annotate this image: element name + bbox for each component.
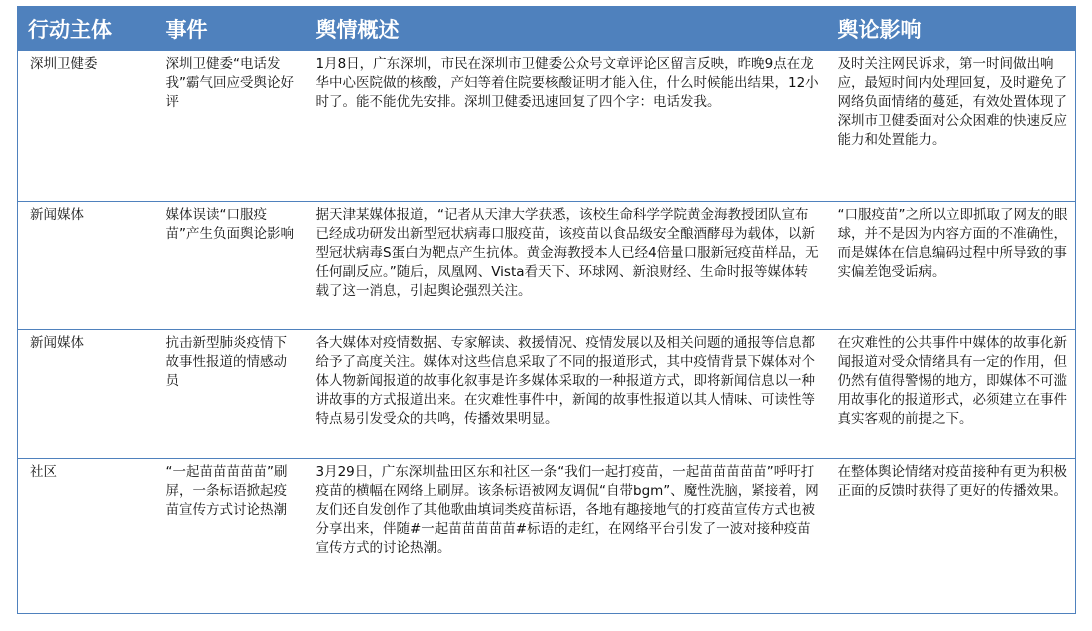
table-row (18, 51, 1076, 202)
cell-actor: 新闻媒体 (18, 330, 156, 459)
cell-actor: 新闻媒体 (18, 202, 156, 330)
cell-impact: 在整体舆论情绪对疫苗接种有更为积极正面的反馈时获得了更好的传播效果。 (837, 464, 1067, 499)
header-actor: 行动主体 (18, 7, 156, 52)
cell-impact: 在灾难性的公共事件中媒体的故事化新闻报道对受众情绪具有一定的作用，但仍然有值得警惕的地方，即媒体不可滥用故事化的报道形式，必须建立在事件真实客观的前提之下。 (828, 330, 1076, 459)
cell-summary: 3月29日，广东深圳盐田区东和社区一条“我们一起打疫苗，一起苗苗苗苗苗”呼吁打疫苗的横幅在网络上刷屏。该条标语被网友调侃“自带bgm”、魔性洗脑，紧接着，网友们还自发创作了其他歌曲填词类疫苗标语，各地有趣接地气的打疫苗宣传方式也被分享出来，伴随#一起苗苗苗苗苗#标语的走红，在网络平台引发了一波对接种疫苗宣传方式的讨论热潮。 (315, 464, 819, 556)
header-row (18, 7, 1076, 52)
header-event: 事件 (156, 7, 306, 52)
cell-summary: 据天津某媒体报道，“记者从天津大学获悉，该校生命科学学院黄金海教授团队宣布已经成功研发出新型冠状病毒口服疫苗，该疫苗以食品级安全酿酒酵母为载体，以新型冠状病毒S蛋白为靶点产生抗体。黄金海教授本人已经4倍量口服新冠疫苗样品，无任何副反应。”随后，凤凰网、Vista看天下、环球网、新浪财经、生命时报等媒体转载了这一消息，引起舆论强烈关注。 (306, 202, 828, 330)
cell-event: “一起苗苗苗苗苗”刷屏，一条标语掀起疫苗宣传方式讨论热潮 (165, 464, 288, 518)
table-row (18, 330, 1076, 459)
cell-actor: 深圳卫健委 (18, 51, 156, 202)
header-summary: 舆情概述 (306, 7, 828, 52)
table-row (18, 202, 1076, 330)
cell-event: 媒体误读“口服疫苗”产生负面舆论影响 (156, 202, 306, 330)
table-row (18, 459, 1076, 614)
cell-actor: 社区 (30, 464, 57, 480)
cell-impact: 及时关注网民诉求，第一时间做出响应，最短时间内处理回复，及时避免了网络负面情绪的蔓延，有效处置体现了深圳市卫健委面对公众困难的快速反应能力和处置能力。 (828, 51, 1076, 202)
cell-summary: 1月8日，广东深圳，市民在深圳市卫健委公众号文章评论区留言反映，昨晚9点在龙华中心医院做的核酸，产妇等着住院要核酸证明才能入住，什么时候能出结果，12小时了。能不能优先安排。深圳卫健委迅速回复了四个字：电话发我。 (306, 51, 828, 202)
cell-summary: 各大媒体对疫情数据、专家解读、救援情况、疫情发展以及相关问题的通报等信息都给予了高度关注。媒体对这些信息采取了不同的报道形式，其中疫情背景下媒体对个体人物新闻报道的故事化叙事是许多媒体采取的一种报道方式，即将新闻信息以一种讲故事的方式报道出来。在灾难性事件中，新闻的故事性报道以其人情味、可读性等特点易引发受众的共鸣，传播效果明显。 (306, 330, 828, 459)
cell-impact: “口服疫苗”之所以立即抓取了网友的眼球，并不是因为内容方面的不准确性，而是媒体在信息编码过程中所导致的事实偏差饱受诟病。 (828, 202, 1076, 330)
cell-event: 抗击新型肺炎疫情下故事性报道的情感动员 (156, 330, 306, 459)
public-opinion-table (17, 6, 1076, 614)
header-impact: 舆论影响 (828, 7, 1076, 52)
cell-event: 深圳卫健委“电话发我”霸气回应受舆论好评 (156, 51, 306, 202)
